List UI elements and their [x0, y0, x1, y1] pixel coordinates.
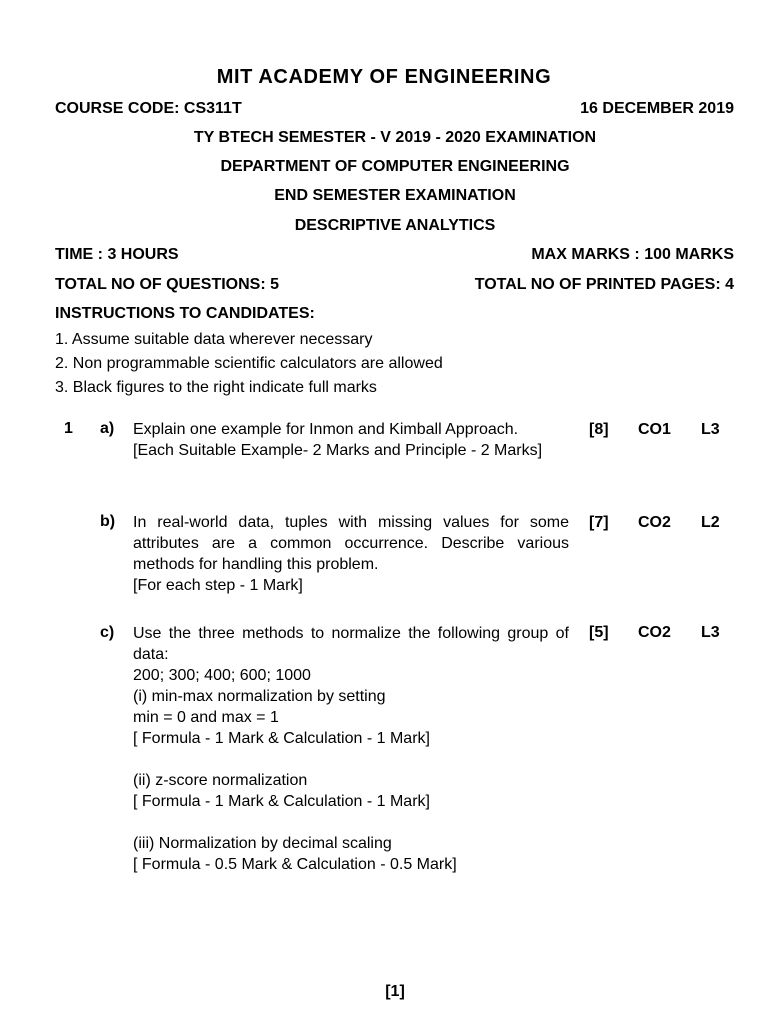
level: L3 [701, 624, 720, 641]
exam-date: 16 DECEMBER 2019 [580, 100, 734, 117]
semester-line: TY BTECH SEMESTER - V 2019 - 2020 EXAMINATION [193, 129, 597, 146]
question-line: Explain one example for Inmon and Kimball Approach. [133, 421, 519, 438]
max-marks: MAX MARKS : 100 MARKS [531, 246, 734, 263]
marking-scheme: [ Formula - 1 Mark & Calculation - 1 Mark] [133, 730, 430, 747]
instruction-item: 1. Assume suitable data wherever necessary [55, 331, 373, 348]
course-outcome: CO2 [638, 514, 671, 531]
marks: [7] [589, 514, 609, 531]
department-line: DEPARTMENT OF COMPUTER ENGINEERING [220, 158, 570, 175]
part-label: c) [100, 624, 115, 641]
subject-line: DESCRIPTIVE ANALYTICS [294, 217, 496, 234]
marking-scheme: [Each Suitable Example- 2 Marks and Principle - 2 Marks] [133, 442, 543, 459]
course-code: COURSE CODE: CS311T [55, 100, 242, 117]
blank-line [133, 812, 569, 833]
level: L3 [701, 421, 720, 438]
part-label: a) [100, 420, 115, 437]
instructions-heading: INSTRUCTIONS TO CANDIDATES: [55, 305, 315, 322]
instruction-item: 2. Non programmable scientific calculators are allowed [55, 355, 443, 372]
course-outcome: CO2 [638, 624, 671, 641]
institute-title: MIT ACADEMY OF ENGINEERING [216, 66, 552, 88]
page-number: [1] [385, 983, 405, 1000]
part-b-text [133, 512, 569, 596]
total-pages: TOTAL NO OF PRINTED PAGES: 4 [474, 276, 734, 293]
instruction-item: 3. Black figures to the right indicate full marks [55, 379, 377, 396]
method-line: (iii) Normalization by decimal scaling [133, 835, 392, 852]
level: L2 [701, 514, 720, 531]
total-questions: TOTAL NO OF QUESTIONS: 5 [55, 276, 280, 293]
question-line: Use the three methods to normalize the following group of data: [133, 625, 569, 663]
part-a-text [133, 419, 569, 461]
method-line: min = 0 and max = 1 [133, 709, 279, 726]
marking-scheme: [For each step - 1 Mark] [133, 577, 303, 594]
question-line: In real-world data, tuples with missing values for some attributes are a common occurrence. Describe various methods for handling this problem. [133, 514, 569, 573]
marking-scheme: [ Formula - 1 Mark & Calculation - 1 Mark] [133, 793, 430, 810]
exam-type-line: END SEMESTER EXAMINATION [274, 187, 516, 204]
method-line: (i) min-max normalization by setting [133, 688, 386, 705]
time-allowed: TIME : 3 HOURS [55, 246, 179, 263]
method-line: (ii) z-score normalization [133, 772, 308, 789]
blank-line [133, 749, 569, 770]
marks: [5] [589, 624, 609, 641]
course-outcome: CO1 [638, 421, 671, 438]
question-number: 1 [64, 420, 73, 437]
part-label: b) [100, 513, 116, 530]
marking-scheme: [ Formula - 0.5 Mark & Calculation - 0.5 Mark] [133, 856, 457, 873]
data-values: 200; 300; 400; 600; 1000 [133, 667, 311, 684]
marks: [8] [589, 421, 609, 438]
part-c-text [133, 623, 569, 875]
